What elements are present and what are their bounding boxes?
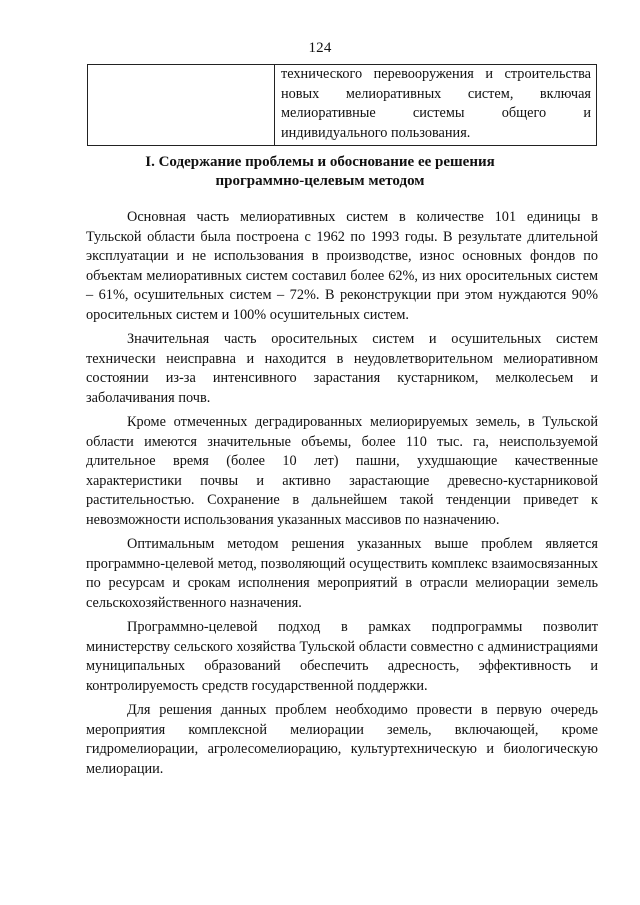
paragraph-6: Для решения данных проблем необходимо провести в первую очередь мероприятия комплексной мелиорации земель, включающей, кроме гидромелиорации, агролесомелиорацию, культуртехническую и биологическую мелиорации. <box>86 702 598 777</box>
table-cell-right: технического перевооружения и строительства новых мелиоративных систем, включая мелиоративные системы общего и индивидуального пользования. <box>275 65 597 146</box>
paragraph-2: Значительная часть оросительных систем и осушительных систем технически неисправна и находится в неудовлетворительном мелиоративном состоянии из-за интенсивного зарастания кустарником, мелколесьем и заболачивания почв. <box>86 331 598 406</box>
paragraph-4: Оптимальным методом решения указанных выше проблем является программно-целевой метод, позволяющий осуществить комплекс взаимосвязанных по ресурсам и срокам исполнения мероприятий в отрасли мелиорации земель сельскохозяйственного назначения. <box>86 536 598 611</box>
table-row <box>88 65 597 146</box>
paragraph-1: Основная часть мелиоративных систем в количестве 101 единицы в Тульской области была построена с 1962 по 1993 годы. В результате длительной эксплуатации и не использования в производстве, износ основных фондов по объектам мелиоративных систем составил более 62%, из них оросительных систем – 61%, осушительных систем – 72%. В реконструкции при этом нуждаются 90% оросительных систем и 100% осушительных систем. <box>86 209 598 323</box>
body-text <box>86 208 598 784</box>
paragraph-3: Кроме отмеченных деградированных мелиорируемых земель, в Тульской области имеются значительные объемы, более 110 тыс. га, неиспользуемой длительное время (более 10 лет) пашни, ухудшающие качественные характеристики почвы и активно зарастающие древесно-кустарниковой растительностью. Сохранение в дальнейшем такой тенденции приведет к невозможности использования указанных массивов по назначению. <box>86 414 598 528</box>
section-heading-line-1: I. Содержание проблемы и обоснование ее решения <box>145 154 495 170</box>
page-number: 124 <box>308 40 332 56</box>
continuation-table <box>87 64 597 146</box>
section-heading <box>0 153 640 191</box>
paragraph-5: Программно-целевой подход в рамках подпрограммы позволит министерству сельского хозяйства Тульской области совместно с администрациями муниципальных образований обеспечить адресность, эффективность и контролируемость средств государственной поддержки. <box>86 619 598 694</box>
table-cell-left <box>88 65 275 146</box>
section-heading-line-2: программно-целевым методом <box>215 173 425 189</box>
